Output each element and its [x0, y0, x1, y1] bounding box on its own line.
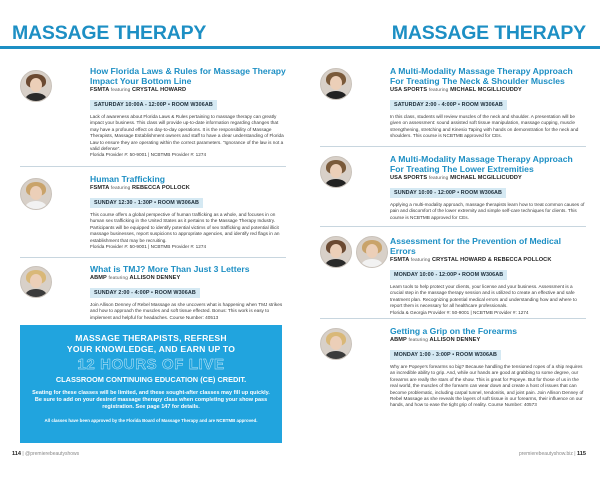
- speaker-photo-rebecca-pollock: [20, 178, 52, 210]
- session-description: [90, 212, 286, 250]
- speaker-photos: [20, 178, 52, 210]
- page-number: 114: [12, 451, 22, 457]
- divider: [20, 257, 286, 258]
- session-title[interactable]: What is TMJ? More Than Just 3 Letters: [90, 264, 250, 274]
- promo-headline: 12 HOURS OF LIVE: [77, 356, 225, 373]
- session-time-badge: MONDAY 10:00 - 12:00P • ROOM W306AB: [390, 270, 507, 280]
- session-description-text: Lack of awareness about Florida Laws & Rules pertaining to massage therapy can greatly impact your business. This class will provide up-to-date information regarding changes that may have a profound effect on day-to-day operations. It is the responsibility of Massage Therapists, Massage Establishment owners and staff to have a clear understanding of Florida Law to ensure they are operating within the correct parameters. "Ignorance of the law is not a valid defense".: [90, 114, 284, 152]
- divider: [320, 146, 586, 147]
- featuring-label: featuring: [110, 186, 131, 191]
- session-time-badge: SUNDAY 12:30 - 1:30P • ROOM W306AB: [90, 198, 203, 208]
- session-title[interactable]: Getting a Grip on the Forearms: [390, 326, 518, 336]
- session-description-text: Why are Popeye's forearms so big? Because handling the tensioned ropes of a ship requires an incredible ability to grip. And, while our hands are good at grabbing to some degree, our forearms are really the stars of the show. This is great for Popeye. But for those of us in the real world, the muscles of the forearm can wear down and create a host of issues that can become problematic, including carpal tunnel, tendonitis, and joint pain. Join Allison Denney of Rebel Massage as she reveals the layers of soft tissue in our forearms, their influence on our hands, and how to ease the tight grip of reality. Course Number: 40573: [390, 364, 584, 408]
- speaker-photos: [320, 156, 352, 188]
- session-human-trafficking: [90, 174, 286, 250]
- session-provider: Florida & Georgia Provider #: 50-9001 | NCBTMB Provider #: 1274: [390, 309, 529, 315]
- speaker-photos: [20, 70, 52, 102]
- session-sponsor: [90, 275, 286, 281]
- speaker-photo-michael-mcgillicuddy: [320, 156, 352, 188]
- session-forearms: [390, 326, 586, 409]
- right-page: [300, 0, 600, 478]
- session-sponsor: [390, 337, 586, 343]
- promo-paragraph: Seating for these classes will be limited, and these sought-after classes may fill up quickly. Be sure to add on your desired massage therapy class when completing your show pass registration. See page 147 for details.: [32, 390, 270, 411]
- session-presenter: USA SPORTS: [390, 87, 428, 93]
- session-presenter: FSMTA: [390, 257, 410, 263]
- session-description: [390, 202, 586, 221]
- website-link[interactable]: premierebeautyshow.biz: [518, 451, 573, 457]
- divider: [320, 318, 586, 319]
- featuring-label: featuring: [428, 176, 449, 181]
- speaker-photo-michael-mcgillicuddy: [320, 68, 352, 100]
- page-footer: [519, 451, 586, 457]
- session-florida-laws: [90, 66, 286, 159]
- session-description-text: In this class, students will review muscles of the neck and shoulder. A presentation will be given on assessment: sound assisted soft tissue manipulation, massage cupping, muscle strengthening, stretching and Kinesio Taping with hands on demonstration for the neck and shoulders. This course is NCBTMB approved for CEs.: [390, 114, 579, 139]
- session-speaker: CRYSTAL HOWARD: [132, 87, 187, 93]
- session-provider: Florida Provider #: 50-9001 | NCBTMB Provider #: 1274: [90, 152, 207, 158]
- session-sponsor: [90, 185, 286, 191]
- page-footer: [12, 451, 79, 457]
- session-description: [90, 302, 286, 321]
- session-speaker: MICHAEL MCGILLICUDDY: [450, 175, 522, 181]
- session-title[interactable]: A Multi-Modality Massage Therapy Approach For Treating The Neck & Shoulder Muscles: [390, 66, 573, 86]
- promo-line-2: YOUR KNOWLEDGE, AND EARN UP TO: [66, 343, 236, 354]
- session-description: [390, 364, 586, 409]
- speaker-photo-crystal-howard: [20, 70, 52, 102]
- speaker-photo-allison-denney: [320, 328, 352, 360]
- session-sponsor: [90, 87, 286, 93]
- session-speaker: CRYSTAL HOWARD & REBECCA POLLOCK: [432, 257, 552, 263]
- ce-credit-promo: [20, 325, 282, 443]
- session-speaker: ALLISON DENNEY: [129, 275, 181, 281]
- session-description-text: Applying a multi-modality approach, massage therapists learn how to treat common causes of pain and discomfort of the lower extremity and simple self-care techniques for clients. This course is NCBTMB approved for CEs.: [390, 202, 585, 220]
- footer-separator: |: [574, 451, 576, 457]
- title-rule: [300, 46, 600, 49]
- session-title[interactable]: How Florida Laws & Rules for Massage Therapy Impact Your Bottom Line: [90, 66, 286, 86]
- divider: [320, 226, 586, 227]
- speaker-photos: [320, 68, 352, 100]
- speaker-photo-rebecca-pollock: [356, 236, 388, 268]
- session-provider: Florida Provider #: 50-9001 | NCBTMB Provider #: 1274: [90, 244, 207, 250]
- promo-line-3: CLASSROOM CONTINUING EDUCATION (CE) CREDIT.: [55, 375, 247, 384]
- session-description: [90, 114, 286, 159]
- speaker-photos: [320, 328, 352, 360]
- title-rule: [0, 46, 300, 49]
- session-lower-extremities: [390, 154, 586, 221]
- featuring-label: featuring: [408, 338, 429, 343]
- session-description-text: Join Allison Denney of Rebel Massage as she uncovers what is happening when TMJ strikes and how to approach the muscles and soft tissue effected. Bonus: This work is easy to implement and helpful for headaches. Course Number: 40513: [90, 302, 283, 320]
- session-presenter: USA SPORTS: [390, 175, 428, 181]
- page-title: MASSAGE THERAPY: [12, 22, 207, 44]
- promo-approval-note: All classes have been approved by the Florida Board of Massage Therapy and are NCBTMB approved.: [44, 417, 258, 423]
- session-sponsor: [390, 87, 586, 93]
- session-description: [390, 284, 586, 316]
- session-speaker: MICHAEL MCGILLICUDDY: [450, 87, 522, 93]
- session-sponsor: [390, 257, 586, 263]
- session-title[interactable]: Human Trafficking: [90, 174, 165, 184]
- session-time-badge: SUNDAY 10:00 - 12:00P • ROOM W306AB: [390, 188, 506, 198]
- speaker-photos: [20, 266, 52, 298]
- session-time-badge: SUNDAY 2:00 - 4:00P • ROOM W306AB: [90, 288, 200, 298]
- speaker-photo-crystal-howard: [320, 236, 352, 268]
- session-presenter: FSMTA: [90, 185, 110, 191]
- session-speaker: ALLISON DENNEY: [429, 337, 481, 343]
- session-presenter: FSMTA: [90, 87, 110, 93]
- session-description: [390, 114, 586, 140]
- session-time-badge: SATURDAY 2:00 - 4:00P • ROOM W306AB: [390, 100, 507, 110]
- speaker-photos: [320, 236, 388, 268]
- page-title: MASSAGE THERAPY: [391, 22, 586, 44]
- divider: [20, 166, 286, 167]
- session-title[interactable]: Assessment for the Prevention of Medical Errors: [390, 236, 561, 256]
- featuring-label: featuring: [410, 258, 431, 263]
- session-description-text: This course offers a global perspective of human trafficking as a whole, and focuses in on human sex trafficking in the United States as it pertains to the Massage Therapy Industry. Participants will be equipped to identify potential victims of sex trafficking and potential illicit massage businesses, report suspicions to appropriate agencies, and identify red flags in an establishment that may be recruiting.: [90, 212, 280, 243]
- featuring-label: featuring: [110, 88, 131, 93]
- session-presenter: ABMP: [390, 337, 407, 343]
- session-description-text: Learn tools to help protect your clients, your license and your business. Assessment is a crucial step in the massage therapy session and is utilized to create an effective and safe treatment plan. Recognizing potential medical errors and understanding how and where to report them is necessary for all healthcare professionals.: [390, 284, 577, 309]
- session-title[interactable]: A Multi-Modality Massage Therapy Approach For Treating The Lower Extremities: [390, 154, 573, 174]
- session-time-badge: MONDAY 1:00 - 3:00P • ROOM W306AB: [390, 350, 501, 360]
- session-time-badge: SATURDAY 10:00A - 12:00P • ROOM W306AB: [90, 100, 217, 110]
- session-speaker: REBECCA POLLOCK: [132, 185, 190, 191]
- session-neck-shoulder: [390, 66, 586, 140]
- speaker-photo-allison-denney: [20, 266, 52, 298]
- session-presenter: ABMP: [90, 275, 107, 281]
- session-sponsor: [390, 175, 586, 181]
- session-tmj: [90, 264, 286, 321]
- page-number: 115: [576, 451, 586, 457]
- featuring-label: featuring: [108, 276, 129, 281]
- featuring-label: featuring: [428, 88, 449, 93]
- footer-separator: |: [22, 451, 24, 457]
- social-handle[interactable]: @premierebeautyshows: [25, 451, 80, 457]
- session-medical-errors: [390, 236, 586, 316]
- promo-line-1: MASSAGE THERAPISTS, REFRESH: [75, 333, 227, 343]
